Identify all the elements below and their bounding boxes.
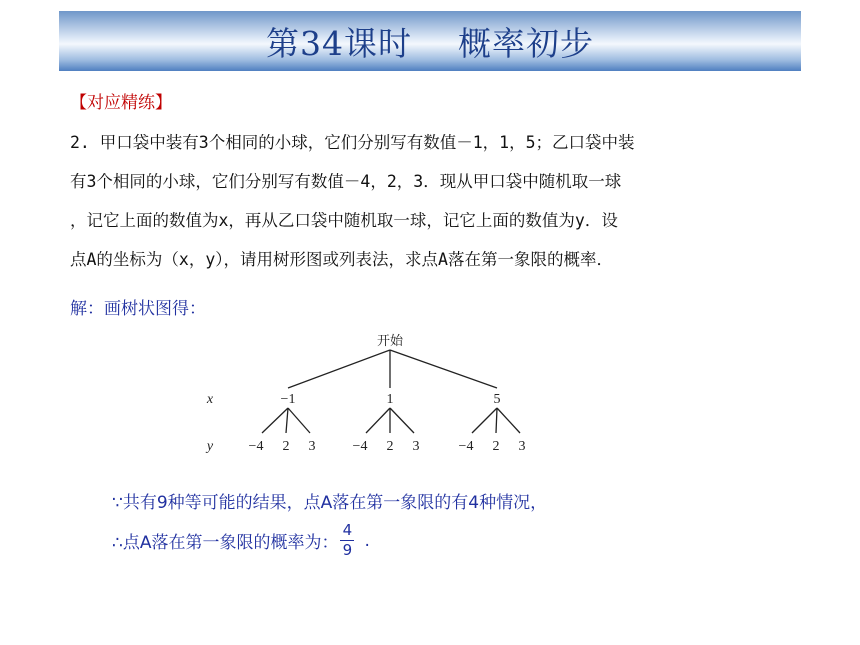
x-node: 1: [386, 392, 394, 407]
y-node: 2: [386, 439, 394, 454]
problem-text: [70, 123, 790, 279]
tree-branch: [390, 350, 497, 388]
conclusion-prefix: ∴点A落在第一象限的概率为：: [112, 533, 339, 553]
tree-branch: [288, 408, 310, 433]
tree-diagram: [190, 328, 550, 460]
problem-line: 2. 甲口袋中装有3个相同的小球，它们分别写有数值－1，1，5；乙口袋中装: [70, 133, 635, 152]
tree-branch: [286, 408, 288, 433]
tree-branch: [390, 408, 414, 433]
y-node: 3: [308, 439, 316, 454]
y-node: 3: [412, 439, 420, 454]
y-node: 2: [492, 439, 500, 454]
probability-fraction: [340, 522, 354, 559]
section-label: 【对应精练】: [70, 93, 172, 113]
fraction-numerator: 4: [342, 521, 353, 539]
y-node: −4: [248, 439, 264, 454]
tree-branch: [472, 408, 497, 433]
tree-branch: [496, 408, 497, 433]
fraction-denominator: 9: [342, 541, 353, 559]
problem-line: ，记它上面的数值为x，再从乙口袋中随机取一球，记它上面的数值为y．设: [70, 211, 618, 230]
x-row-label: x: [206, 392, 214, 407]
y-node: −4: [458, 439, 474, 454]
y-node: 3: [518, 439, 526, 454]
y-row-label: y: [206, 439, 214, 454]
conclusion-suffix: .: [364, 530, 370, 551]
problem-line: 有3个相同的小球，它们分别写有数值－4，2，3．现从甲口袋中随机取一球: [70, 172, 622, 191]
tree-branch: [366, 408, 390, 433]
y-node: 2: [282, 439, 290, 454]
tree-branch: [262, 408, 288, 433]
x-node: 5: [493, 392, 501, 407]
conclusion-line-2: [112, 522, 370, 559]
title-banner: [59, 11, 801, 71]
tree-root: 开始: [376, 334, 404, 349]
lesson-title: 第34课时 概率初步: [266, 23, 594, 63]
tree-branch: [288, 350, 390, 388]
x-node: −1: [280, 392, 296, 407]
problem-line: 点A的坐标为（x，y），请用树形图或列表法，求点A落在第一象限的概率．: [70, 250, 613, 269]
y-node: −4: [352, 439, 368, 454]
conclusion-line-1: ∵共有9种等可能的结果，点A落在第一象限的有4种情况，: [112, 493, 548, 513]
tree-branch: [497, 408, 520, 433]
solution-intro: 解：画树状图得：: [70, 299, 206, 319]
